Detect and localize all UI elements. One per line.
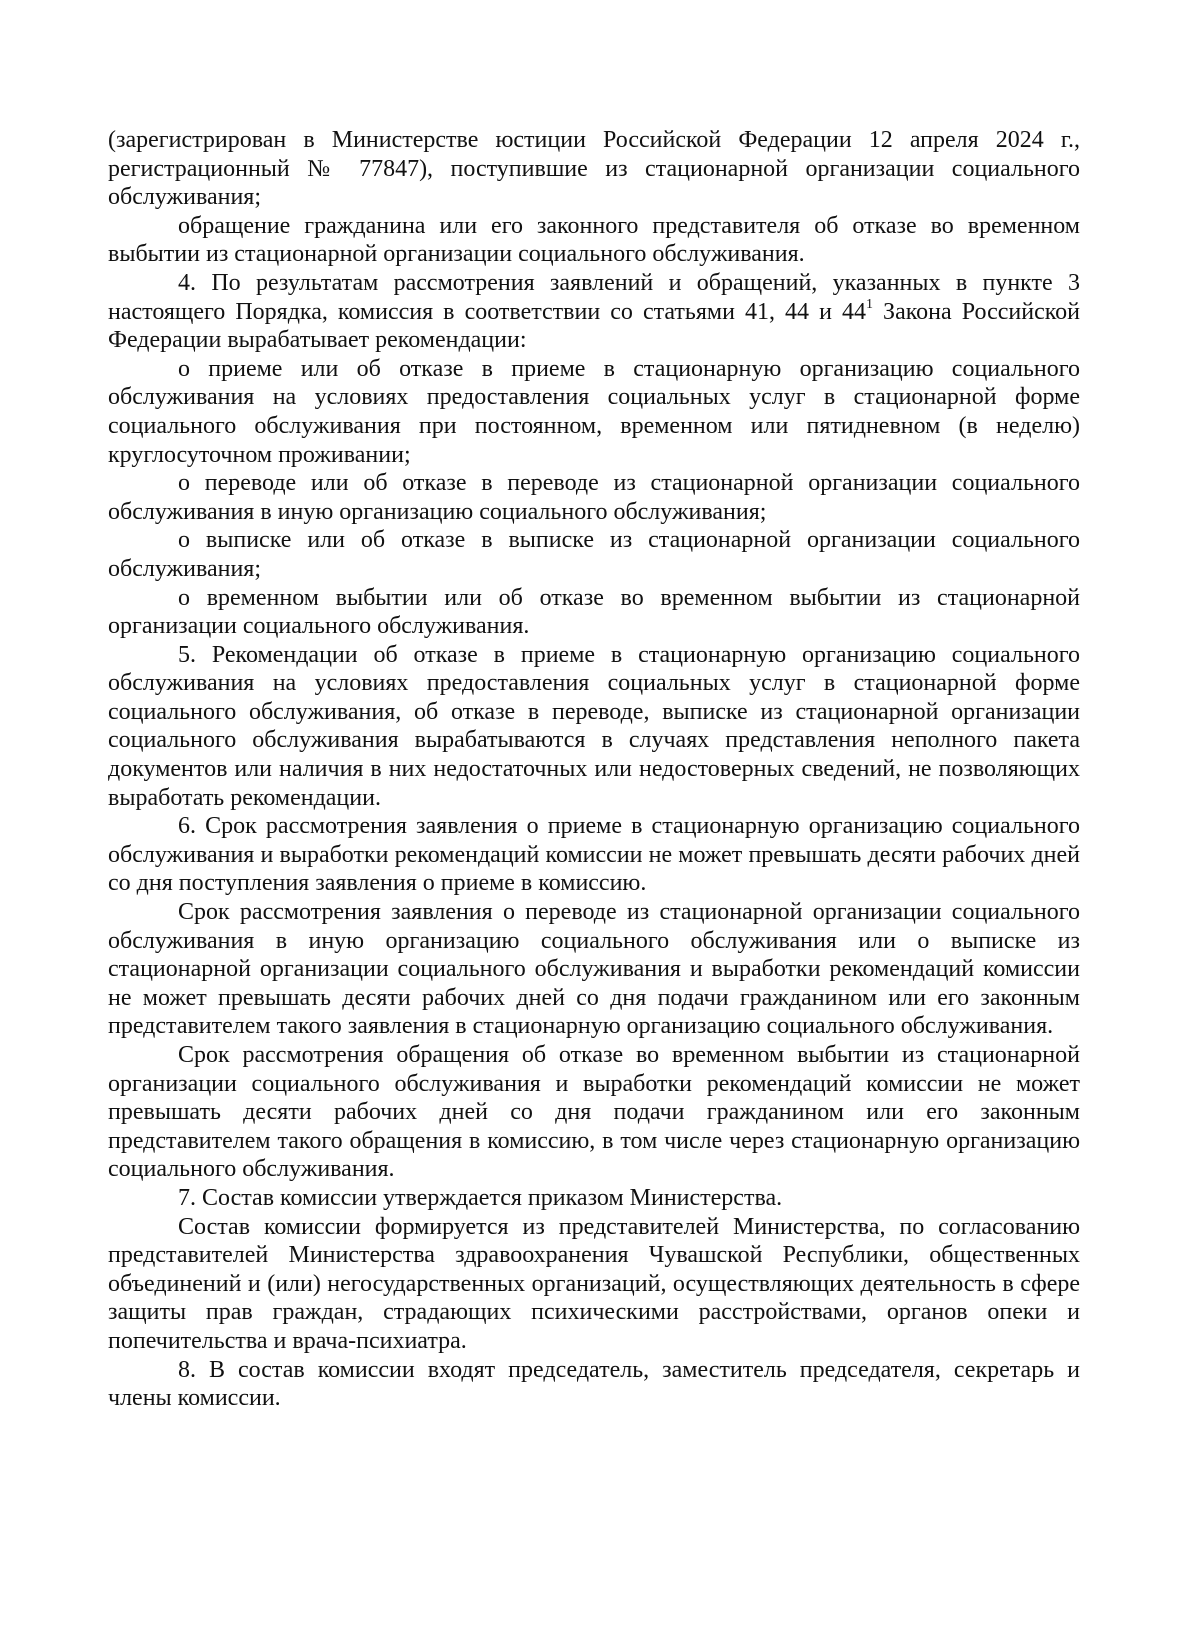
paragraph-continuation: (зарегистрирован в Министерстве юстиции Российской Федерации 12 апреля 2024 г., регистрационный № 77847), поступившие из стационарной организации социального обслуживания; [108,127,1080,211]
document-page [108,126,1080,1413]
paragraph-item-4 [108,269,1080,355]
paragraph-appeal: обращение гражданина или его законного представителя об отказе во временном выбытии из стационарной организации социального обслуживания. [108,212,1080,268]
paragraph-item-4-text: 4. По результатам рассмотрения заявлений и обращений, указанных в пункте 3 настоящего Порядка, комиссия в соответствии со статьями 41, 44 и 44 [108,269,1080,325]
paragraph-item-6-appeal-term: Срок рассмотрения обращения об отказе во временном выбытии из стационарной организации социального обслуживания и выработки рекомендаций комиссии не может превышать десяти рабочих дней со дня подачи гражданином или его законным представителем такого обращения в комиссию, в том числе через стационарную организацию социального обслуживания. [108,1042,1080,1183]
paragraph-recommendation-discharge: о выписке или об отказе в выписке из стационарной организации социального обслуживания; [108,527,1080,582]
paragraph-item-6: 6. Срок рассмотрения заявления о приеме в стационарную организацию социального обслуживания и выработки рекомендаций комиссии не может превышать десяти рабочих дней со дня поступления заявления о приеме в комиссию. [108,813,1080,897]
paragraph-item-4-text-end: Закона Российской Федерации вырабатывает рекомендации: [108,298,1081,354]
paragraph-recommendation-admission: о приеме или об отказе в приеме в стационарную организацию социального обслуживания на условиях предоставления социальных услуг в стационарной форме социального обслуживания при постоянном, временном или пятидневном (в неделю) круглосуточном проживании; [108,355,1080,468]
paragraph-item-7: 7. Состав комиссии утверждается приказом Министерства. [178,1184,783,1211]
paragraph-item-8: 8. В состав комиссии входят председатель, заместитель председателя, секретарь и члены комиссии. [108,1356,1080,1412]
paragraph-recommendation-temporary-leave: о временном выбытии или об отказе во временном выбытии из стационарной организации социального обслуживания. [108,584,1080,640]
paragraph-item-6-transfer-term: Срок рассмотрения заявления о переводе из стационарной организации социального обслуживания в иную организацию социального обслуживания или о выписке из стационарной организации социального обслуживания и выработки рекомендаций комиссии не может превышать десяти рабочих дней со дня подачи гражданином или его законным представителем такого заявления в стационарную организацию социального обслуживания. [108,899,1080,1040]
paragraph-item-7-composition: Состав комиссии формируется из представителей Министерства, по согласованию представителей Министерства здравоохранения Чувашской Республики, общественных объединений и (или) негосударственных организаций, осуществляющих деятельность в сфере защиты прав граждан, страдающих психическими расстройствами, органов опеки и попечительства и врача-психиатра. [108,1213,1080,1354]
paragraph-item-5: 5. Рекомендации об отказе в приеме в стационарную организацию социального обслуживания на условиях предоставления социальных услуг в стационарной форме социального обслуживания, об отказе в переводе, выписке из стационарной организации социального обслуживания вырабатываются в случаях представления неполного пакета документов или наличия в них недостаточных или недостоверных сведений, не позволяющих выработать рекомендации. [108,641,1080,811]
superscript-mark: 1 [866,296,873,312]
paragraph-recommendation-transfer: о переводе или об отказе в переводе из стационарной организации социального обслуживания в иную организацию социального обслуживания; [108,470,1080,525]
